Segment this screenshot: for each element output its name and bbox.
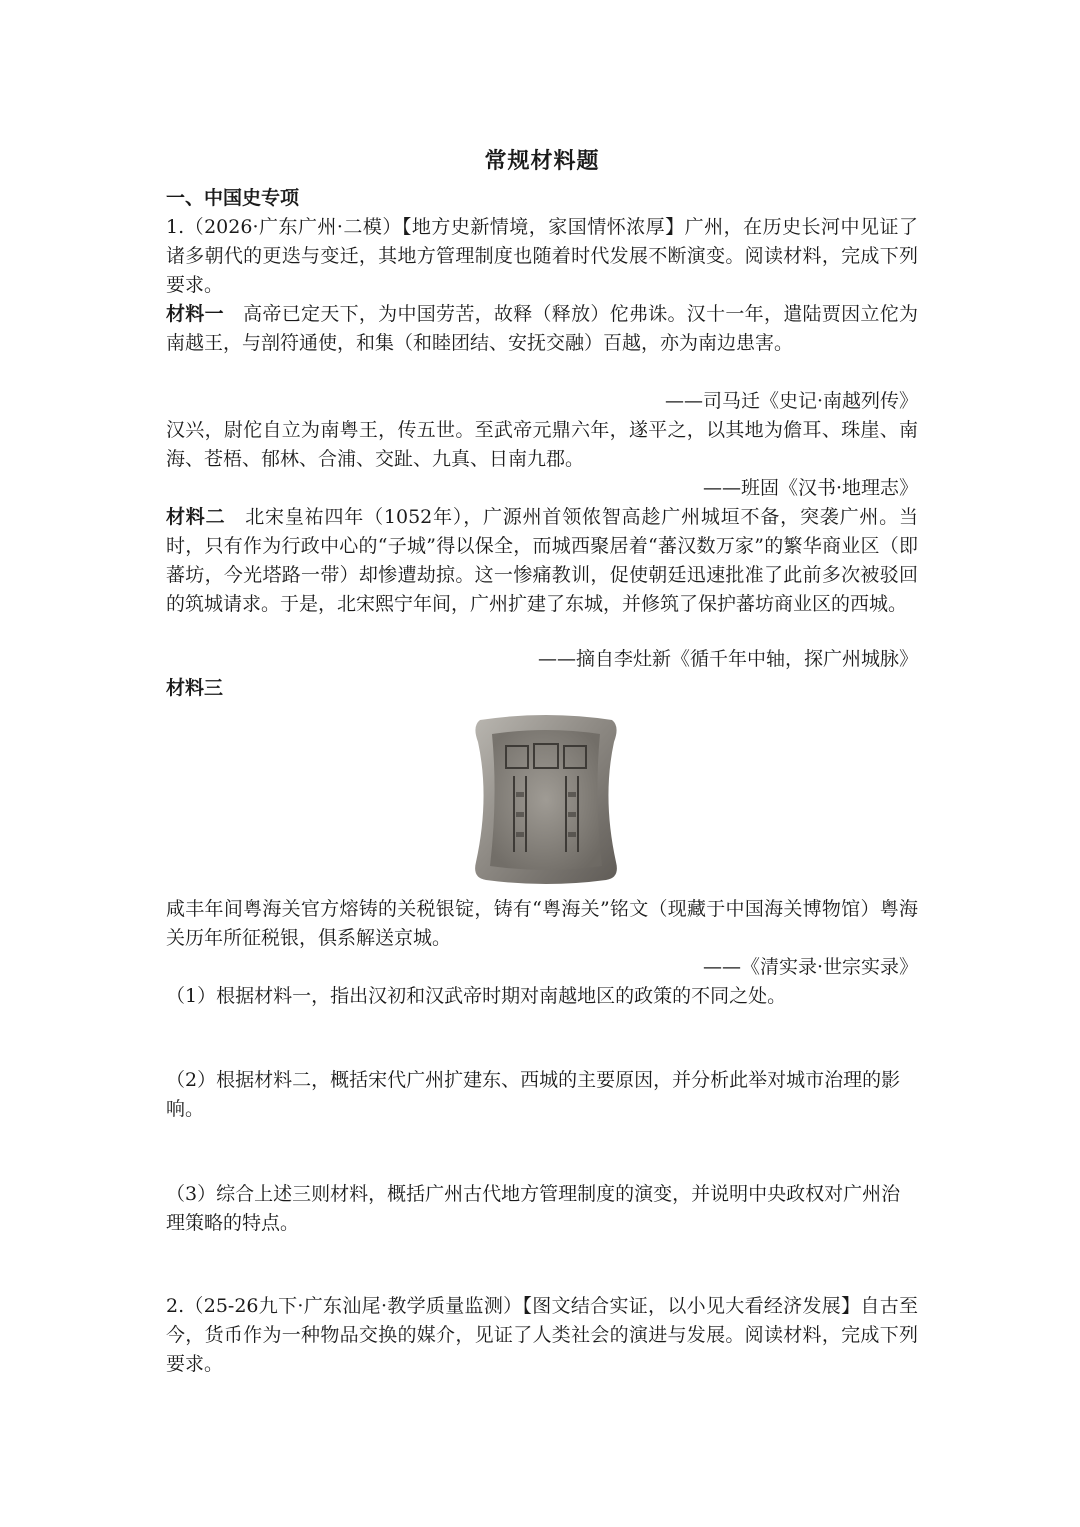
section-heading: 一、中国史专项 <box>166 187 300 209</box>
sub-question-2: （2）根据材料二，概括宋代广州扩建东、西城的主要原因，并分析此举对城市治理的影响。 <box>166 1069 901 1120</box>
material-1-label: 材料一 <box>166 303 224 325</box>
material-2-text: 北宋皇祐四年（1052年），广源州首领侬智高趁广州城垣不备，突袭广州。当时，只有作为行政中心的“子城”得以保全，而城西聚居着“蕃汉数万家”的繁华商业区（即蕃坊，今光塔路一带）却惨遭劫掠。这一惨痛教训，促使朝廷迅速批准了此前多次被驳回的筑城请求。于是，北宋熙宁年间，广州扩建了东城，并修筑了保护蕃坊商业区的西城。 <box>166 506 918 615</box>
silver-ingot-image <box>470 712 622 884</box>
material-3-label: 材料三 <box>166 677 224 699</box>
material-2-label: 材料二 <box>166 506 226 528</box>
material-3-source: ——《清实录·世宗实录》 <box>702 956 918 978</box>
sub-question-1: （1）根据材料一，指出汉初和汉武帝时期对南越地区的政策的不同之处。 <box>166 985 787 1007</box>
question-2-intro: 2.（25-26九下·广东汕尾·教学质量监测）【图文结合实证，以小见大看经济发展】自古至今，货币作为一种物品交换的媒介，见证了人类社会的演进与发展。阅读材料，完成下列要求。 <box>166 1295 918 1375</box>
material-3-text: 咸丰年间粤海关官方熔铸的关税银锭，铸有“粤海关”铭文（现藏于中国海关博物馆）粤海关历年所征税银，俱系解送京城。 <box>166 898 918 949</box>
material-1-source-1: ——司马迁《史记·南越列传》 <box>664 390 918 412</box>
material-2-source: ——摘自李灶新《循千年中轴，探广州城脉》 <box>537 648 918 670</box>
material-2-paragraph <box>166 503 918 619</box>
material-1-source-2: ——班固《汉书·地理志》 <box>702 477 918 499</box>
page-title: 常规材料题 <box>484 148 600 174</box>
sub-question-3: （3）综合上述三则材料，概括广州古代地方管理制度的演变，并说明中央政权对广州治理策略的特点。 <box>166 1183 901 1234</box>
material-1-text-2: 汉兴，尉佗自立为南粤王，传五世。至武帝元鼎六年，遂平之，以其地为儋耳、珠崖、南海、苍梧、郁林、合浦、交趾、九真、日南九郡。 <box>166 419 918 470</box>
material-1-text: 高帝已定天下，为中国劳苦，故释（释放）佗弗诛。汉十一年，遣陆贾因立佗为南越王，与剖符通使，和集（和睦团结、安抚交融）百越，亦为南边患害。 <box>166 303 918 354</box>
material-1-paragraph <box>166 300 918 358</box>
question-1-intro: 1.（2026·广东广州·二模）【地方史新情境，家国情怀浓厚】广州，在历史长河中见证了诸多朝代的更迭与变迁，其地方管理制度也随着时代发展不断演变。阅读材料，完成下列要求。 <box>166 216 918 296</box>
